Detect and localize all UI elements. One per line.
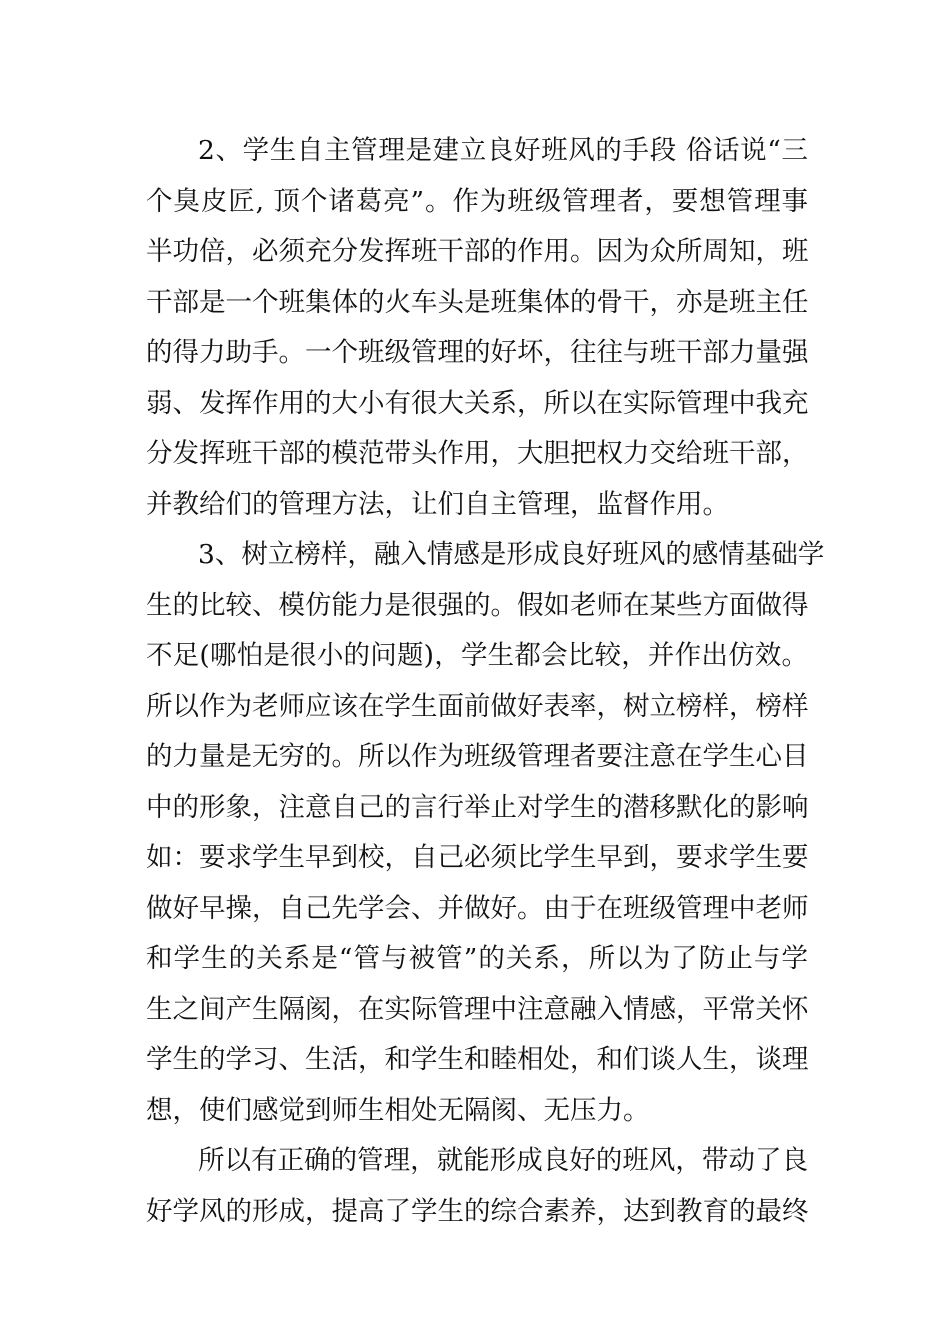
- text-line: 干部是一个班集体的火车头是班集体的骨干，亦是班主任: [146, 286, 809, 318]
- document-body: [146, 126, 825, 1237]
- text-line: 学生的学习、生活，和学生和睦相处，和们谈人生，谈理: [146, 1044, 809, 1075]
- text-line: 弱、发挥作用的大小有很大关系，所以在实际管理中我充: [146, 387, 809, 419]
- paragraph-role-model-emotion: [146, 530, 825, 1136]
- paragraph-conclusion: [146, 1136, 808, 1237]
- text-line: 不足(哪怕是很小的问题)，学生都会比较，并作出仿效。: [146, 640, 808, 671]
- text-line: 想，使们感觉到师生相处无隔阂、无压力。: [146, 1094, 650, 1126]
- text-line: 所以作为老师应该在学生面前做好表率，树立榜样，榜样: [146, 690, 809, 722]
- text-line: 和学生的关系是“管与被管”的关系，所以为了防止与学: [146, 943, 808, 974]
- text-line: 分发挥班干部的模范带头作用，大胆把权力交给班干部，: [146, 438, 809, 469]
- text-line: 3、树立榜样，融入情感是形成良好班风的感情基础学: [198, 539, 825, 570]
- paragraph-student-self-management: [146, 126, 808, 530]
- text-line: 的力量是无穷的。所以作为班级管理者要注意在学生心目: [146, 741, 809, 772]
- text-line: 2、学生自主管理是建立良好班风的手段 俗话说“三: [198, 135, 808, 166]
- text-line: 生之间产生隔阂，在实际管理中注意融入情感，平常关怀: [146, 993, 809, 1025]
- text-line: 做好早操，自己先学会、并做好。由于在班级管理中老师: [146, 892, 809, 924]
- text-line: 好学风的形成，提高了学生的综合素养，达到教育的最终: [146, 1195, 809, 1227]
- text-line: 中的形象，注意自己的言行举止对学生的潜移默化的影响: [146, 791, 809, 823]
- text-line: 半功倍，必须充分发挥班干部的作用。因为众所周知，班: [146, 236, 809, 267]
- text-line: 个臭皮匠, 顶个诸葛亮”。作为班级管理者，要想管理事: [146, 185, 808, 217]
- text-line: 如：要求学生早到校，自己必须比学生早到，要求学生要: [146, 842, 809, 873]
- text-line: 的得力助手。一个班级管理的好坏，往往与班干部力量强: [146, 337, 809, 368]
- text-line: 生的比较、模仿能力是很强的。假如老师在某些方面做得: [146, 589, 809, 621]
- text-line: 并教给们的管理方法，让们自主管理，监督作用。: [146, 488, 729, 520]
- text-line: 所以有正确的管理，就能形成良好的班风，带动了良: [198, 1145, 808, 1176]
